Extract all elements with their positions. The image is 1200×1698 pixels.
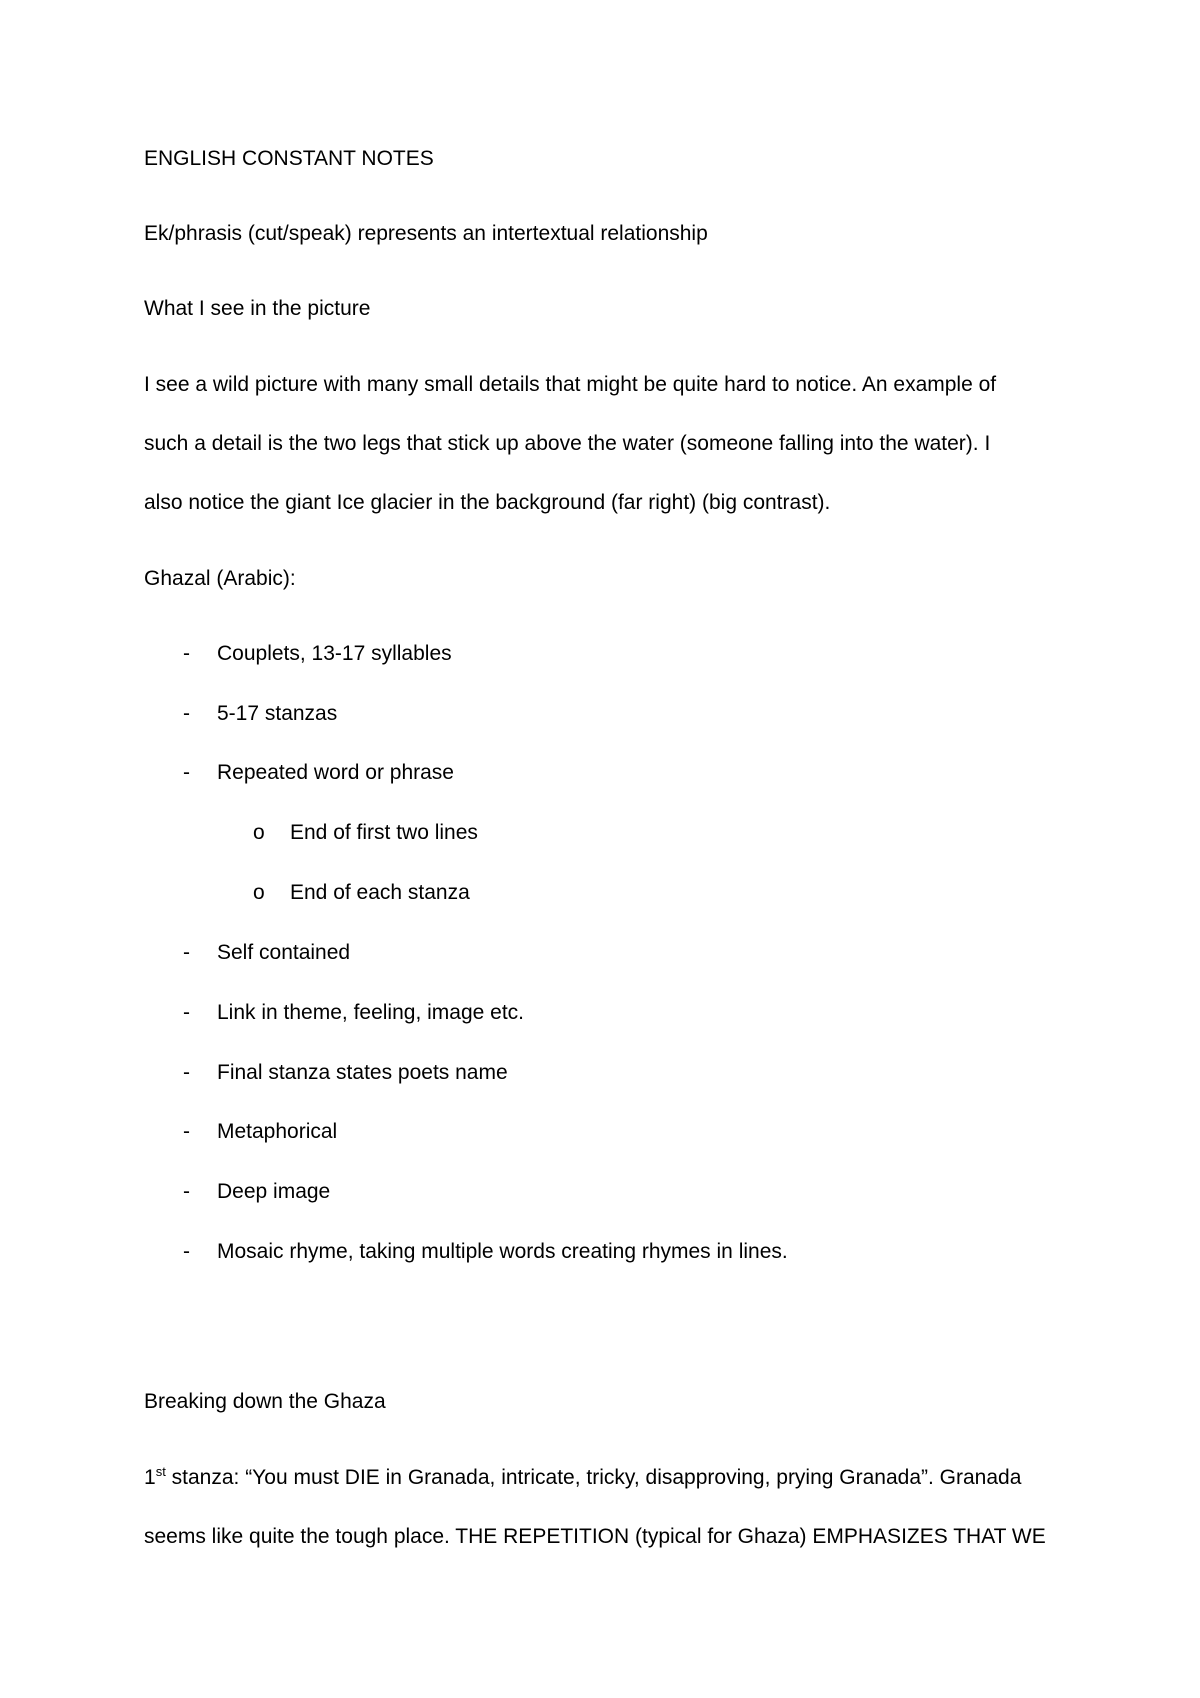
list-item: Self contained: [217, 941, 351, 964]
bullet-marker: -: [183, 1240, 190, 1263]
section-heading-breaking-down: Breaking down the Ghaza: [144, 1390, 386, 1413]
paragraph-line: such a detail is the two legs that stick up above the water (someone falling into the water). I: [144, 432, 991, 455]
paragraph-line: seems like quite the tough place. THE REPETITION (typical for Ghaza) EMPHASIZES THAT WE: [144, 1525, 1046, 1548]
paragraph-line: I see a wild picture with many small details that might be quite hard to notice. An example of: [144, 373, 997, 396]
paragraph-line: also notice the giant Ice glacier in the background (far right) (big contrast).: [144, 491, 831, 514]
bullet-marker: -: [183, 1061, 190, 1084]
bullet-marker: -: [183, 642, 190, 665]
list-item: Repeated word or phrase: [217, 761, 454, 784]
sub-bullet-marker: o: [253, 821, 265, 844]
list-item: Deep image: [217, 1180, 331, 1203]
list-item: Mosaic rhyme, taking multiple words creating rhymes in lines.: [217, 1240, 788, 1263]
stanza-ordinal-suffix: st: [155, 1464, 166, 1479]
section-heading-picture: What I see in the picture: [144, 297, 371, 320]
list-item: Metaphorical: [217, 1120, 338, 1143]
ekphrasis-line: Ek/phrasis (cut/speak) represents an intertextual relationship: [144, 222, 708, 245]
bullet-marker: -: [183, 1120, 190, 1143]
sub-bullet-marker: o: [253, 881, 265, 904]
list-item: Link in theme, feeling, image etc.: [217, 1001, 525, 1024]
bullet-marker: -: [183, 941, 190, 964]
stanza-number: 1: [144, 1466, 156, 1489]
section-heading-ghazal: Ghazal (Arabic):: [144, 567, 296, 590]
list-item: 5-17 stanzas: [217, 702, 338, 725]
list-item: Couplets, 13-17 syllables: [217, 642, 452, 665]
list-item: Final stanza states poets name: [217, 1061, 508, 1084]
bullet-marker: -: [183, 761, 190, 784]
sub-list-item: End of first two lines: [290, 821, 478, 844]
document-title: ENGLISH CONSTANT NOTES: [144, 147, 434, 170]
sub-list-item: End of each stanza: [290, 881, 470, 904]
bullet-marker: -: [183, 1180, 190, 1203]
paragraph-line: [144, 1465, 1021, 1491]
bullet-marker: -: [183, 1001, 190, 1024]
bullet-marker: -: [183, 702, 190, 725]
stanza-text: stanza: “You must DIE in Granada, intricate, tricky, disapproving, prying Granada”. Granada: [165, 1466, 1022, 1489]
